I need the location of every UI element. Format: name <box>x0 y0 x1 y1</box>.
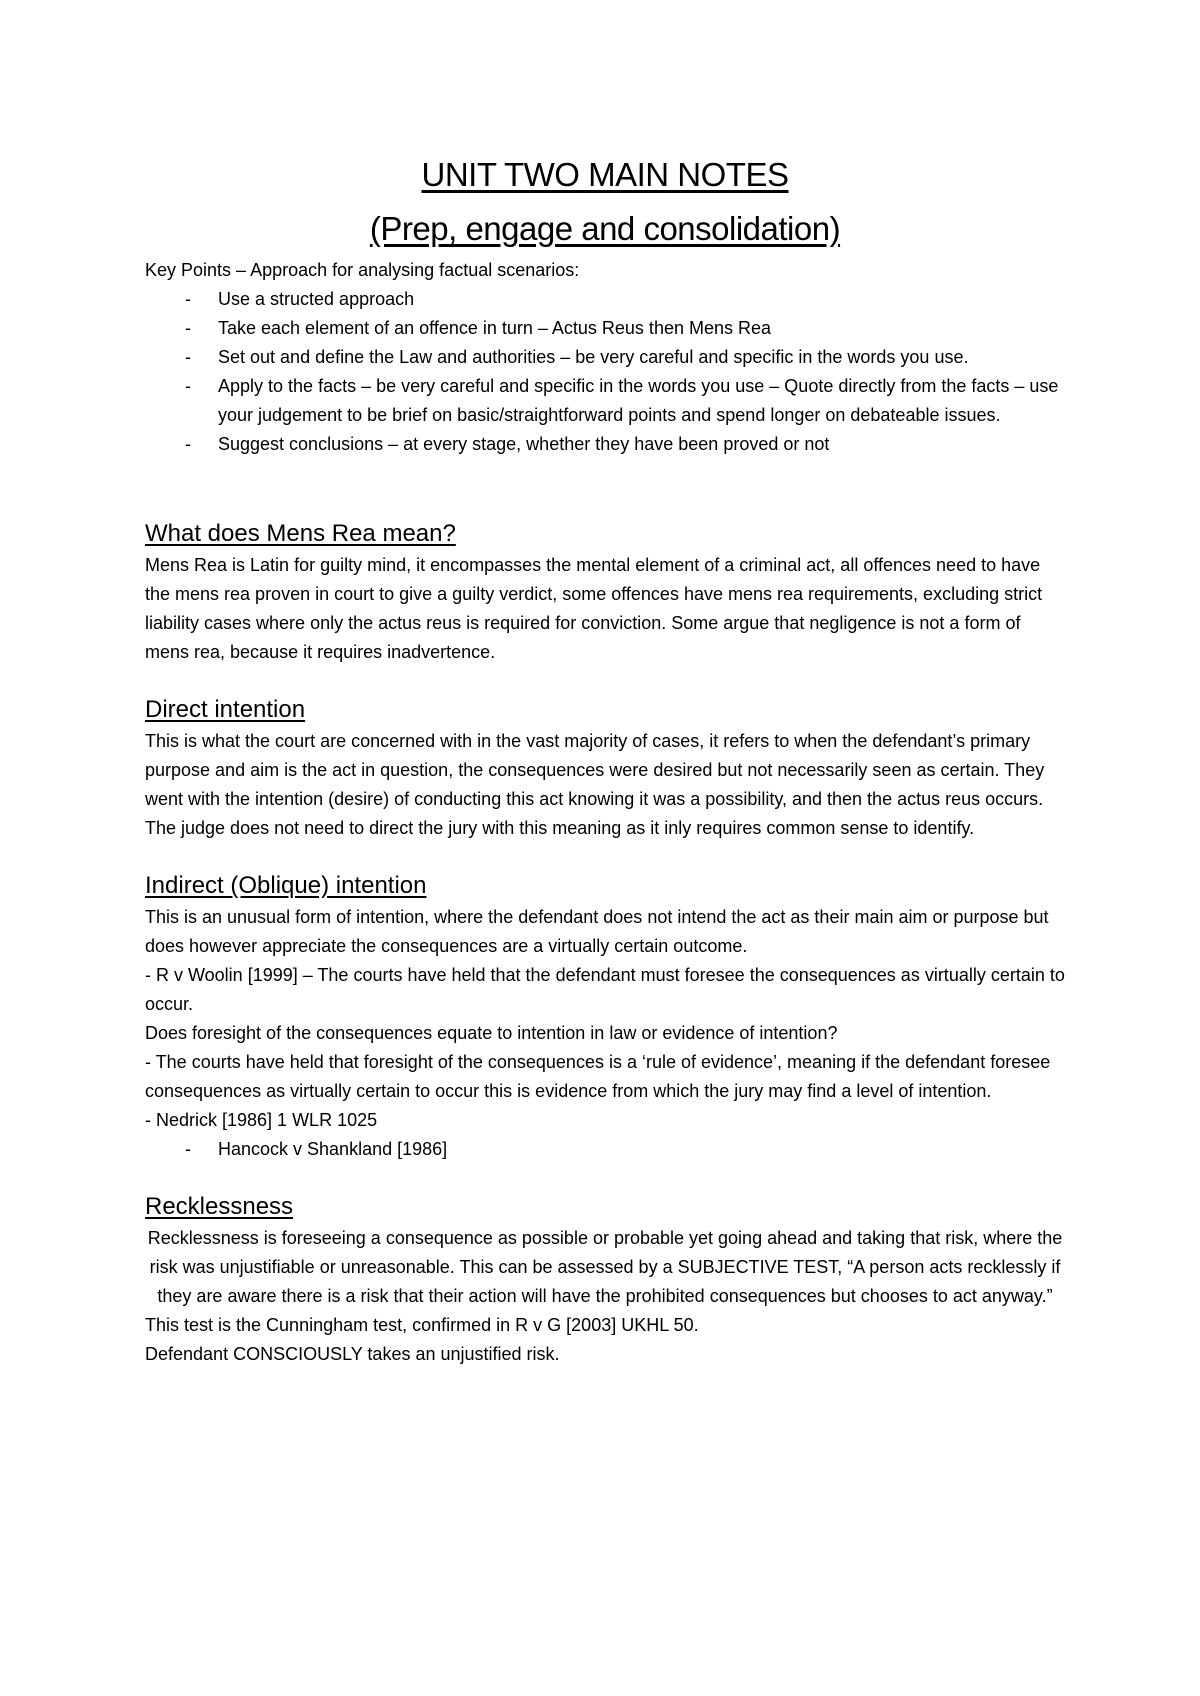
document-title-line-2: (Prep, engage and consolidation) <box>369 210 841 247</box>
document-content <box>145 148 1065 1369</box>
list-item-text: Take each element of an offence in turn – Actus Reus then Mens Rea <box>218 318 772 338</box>
list-item-text: Use a structed approach <box>218 289 415 309</box>
list-item <box>145 343 1065 372</box>
dash-bullet: - <box>185 434 191 454</box>
spacer <box>145 459 1065 517</box>
spacer <box>145 667 1065 693</box>
indirect-intention-heading: Indirect (Oblique) intention <box>145 872 427 899</box>
list-item <box>145 430 1065 459</box>
key-points-list <box>145 285 1065 459</box>
document-title-line-1: UNIT TWO MAIN NOTES <box>421 156 789 193</box>
list-item <box>145 1135 1065 1164</box>
list-item <box>145 285 1065 314</box>
dash-bullet: - <box>185 376 191 396</box>
case-list <box>145 1135 1065 1164</box>
indirect-intention-nedrick: - Nedrick [1986] 1 WLR 1025 <box>145 1110 378 1130</box>
indirect-intention-p1: This is an unusual form of intention, where the defendant does not intend the act as their main aim or purpose but does however appreciate the consequences are a virtually certain outcome. <box>145 907 1049 956</box>
dash-bullet: - <box>185 289 191 309</box>
dash-bullet: - <box>185 347 191 367</box>
list-item-text: Suggest conclusions – at every stage, whether they have been proved or not <box>218 434 830 454</box>
indirect-intention-woolin: - R v Woolin [1999] – The courts have held that the defendant must foresee the consequences as virtually certain to occur. <box>145 965 1065 1014</box>
list-item <box>145 372 1065 430</box>
recklessness-cunningham: This test is the Cunningham test, confirmed in R v G [2003] UKHL 50. <box>145 1315 699 1335</box>
dash-bullet: - <box>185 318 191 338</box>
key-points-intro: Key Points – Approach for analysing factual scenarios: <box>145 260 580 280</box>
recklessness-consciously: Defendant CONSCIOUSLY takes an unjustified risk. <box>145 1344 560 1364</box>
dash-bullet: - <box>185 1139 191 1159</box>
recklessness-heading: Recklessness <box>145 1193 294 1220</box>
mens-rea-body: Mens Rea is Latin for guilty mind, it encompasses the mental element of a criminal act, all offences need to have the mens rea proven in court to give a guilty verdict, some offences have mens rea requirements, excluding strict liability cases where only the actus reus is required for conviction. Some argue that negligence is not a form of mens rea, because it requires inadvertence. <box>145 555 1043 662</box>
recklessness-definition: Recklessness is foreseeing a consequence as possible or probable yet going ahead and taking that risk, where the risk was unjustifiable or unreasonable. This can be assessed by a SUBJECTIVE TEST, “A person acts recklessly if they are aware there is a risk that their action will have the prohibited consequences but chooses to act anyway.” <box>147 1228 1063 1306</box>
indirect-intention-question: Does foresight of the consequences equate to intention in law or evidence of intention? <box>145 1023 838 1043</box>
spacer <box>145 843 1065 869</box>
direct-intention-body: This is what the court are concerned with in the vast majority of cases, it refers to when the defendant’s primary purpose and aim is the act in question, the consequences were desired but not necessarily seen as certain. They went with the intention (desire) of conducting this act knowing it was a possibility, and then the actus reus occurs. The judge does not need to direct the jury with this meaning as it inly requires common sense to identify. <box>145 731 1045 838</box>
spacer <box>145 1164 1065 1190</box>
list-item-text: Hancock v Shankland [1986] <box>218 1139 448 1159</box>
direct-intention-heading: Direct intention <box>145 696 306 723</box>
list-item-text: Apply to the facts – be very careful and specific in the words you use – Quote directly from the facts – use your judgement to be brief on basic/straightforward points and spend longer on debateable issues. <box>218 376 1059 425</box>
list-item-text: Set out and define the Law and authorities – be very careful and specific in the words you use. <box>218 347 969 367</box>
mens-rea-heading: What does Mens Rea mean? <box>145 520 456 547</box>
indirect-intention-rule-of-evidence: - The courts have held that foresight of the consequences is a ‘rule of evidence’, meaning if the defendant foresee consequences as virtually certain to occur this is evidence from which the jury may find a level of intention. <box>145 1052 1051 1101</box>
list-item <box>145 314 1065 343</box>
